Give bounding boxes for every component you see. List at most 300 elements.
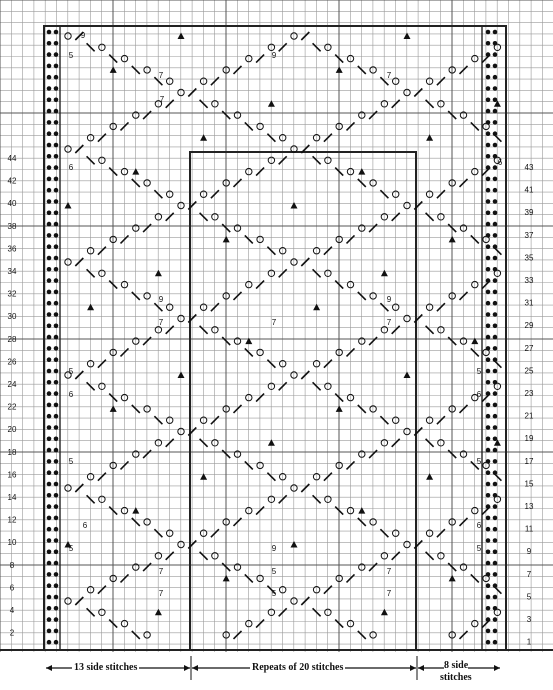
right-row-number: 37 bbox=[524, 230, 534, 240]
double-decrease-triangle bbox=[200, 134, 207, 141]
selvage-dot bbox=[493, 222, 498, 227]
selvage-dot bbox=[493, 199, 498, 204]
selvage-dot bbox=[47, 583, 52, 588]
double-decrease-triangle bbox=[449, 575, 456, 582]
right-row-number: 11 bbox=[524, 524, 534, 534]
selvage-dot bbox=[486, 188, 491, 193]
selvage-dot bbox=[54, 312, 59, 317]
selvage-dot bbox=[54, 335, 59, 340]
selvage-dot bbox=[54, 595, 59, 600]
selvage-dot bbox=[47, 131, 52, 136]
selvage-dot bbox=[47, 470, 52, 475]
selvage-dot bbox=[47, 346, 52, 351]
selvage-dot bbox=[54, 188, 59, 193]
selvage-dot bbox=[486, 403, 491, 408]
selvage-dot bbox=[47, 640, 52, 645]
selvage-dot bbox=[486, 369, 491, 374]
stitch-count-label: 6 bbox=[82, 521, 88, 530]
right-row-number: 5 bbox=[526, 592, 532, 602]
selvage-dot bbox=[54, 493, 59, 498]
stitch-count-label: 7 bbox=[386, 589, 392, 598]
right-row-number: 29 bbox=[524, 321, 534, 331]
left-row-number: 10 bbox=[7, 538, 17, 548]
selvage-dot bbox=[47, 120, 52, 125]
selvage-dot bbox=[486, 538, 491, 543]
selvage-dot bbox=[493, 98, 498, 103]
selvage-dot bbox=[54, 425, 59, 430]
selvage-dot bbox=[493, 414, 498, 419]
right-row-number: 27 bbox=[524, 343, 534, 353]
double-decrease-triangle bbox=[65, 202, 72, 209]
selvage-dot bbox=[486, 312, 491, 317]
selvage-dot bbox=[47, 335, 52, 340]
selvage-dot bbox=[54, 550, 59, 555]
selvage-dot bbox=[493, 324, 498, 329]
left-row-number: 40 bbox=[7, 199, 17, 209]
stitch-count-label: 6 bbox=[476, 390, 482, 399]
selvage-dot bbox=[493, 30, 498, 35]
selvage-dot bbox=[47, 516, 52, 521]
double-decrease-triangle bbox=[178, 33, 185, 40]
stitch-count-label: 5 bbox=[271, 589, 277, 598]
double-decrease-triangle bbox=[178, 372, 185, 379]
selvage-dot bbox=[486, 425, 491, 430]
left-row-number: 18 bbox=[7, 447, 17, 457]
right-row-number: 13 bbox=[524, 502, 534, 511]
selvage-dot bbox=[486, 493, 491, 498]
selvage-dot bbox=[47, 437, 52, 442]
selvage-dot bbox=[54, 211, 59, 216]
selvage-dot bbox=[47, 617, 52, 622]
selvage-dot bbox=[493, 188, 498, 193]
selvage-dot bbox=[54, 346, 59, 351]
stitch-count-label: 9 bbox=[158, 295, 164, 304]
double-decrease-triangle bbox=[426, 134, 433, 141]
selvage-dot bbox=[486, 561, 491, 566]
selvage-dot bbox=[54, 41, 59, 46]
selvage-dot bbox=[47, 380, 52, 385]
selvage-dot bbox=[54, 538, 59, 543]
double-decrease-triangle bbox=[449, 236, 456, 243]
right-row-number: 41 bbox=[524, 185, 534, 195]
selvage-dot bbox=[54, 98, 59, 103]
selvage-dot bbox=[47, 459, 52, 464]
selvage-dot bbox=[486, 41, 491, 46]
double-decrease-triangle bbox=[155, 270, 162, 277]
selvage-dot bbox=[493, 177, 498, 182]
selvage-dot bbox=[486, 583, 491, 588]
right-row-number: 23 bbox=[524, 389, 534, 398]
selvage-dot bbox=[54, 52, 59, 57]
selvage-dot bbox=[47, 244, 52, 249]
selvage-dot bbox=[47, 357, 52, 362]
selvage-dot bbox=[54, 324, 59, 329]
double-decrease-triangle bbox=[200, 473, 207, 480]
double-decrease-triangle bbox=[336, 405, 343, 412]
double-decrease-triangle bbox=[358, 168, 365, 175]
left-row-number: 16 bbox=[7, 470, 17, 480]
selvage-dot bbox=[493, 335, 498, 340]
selvage-dot bbox=[486, 606, 491, 611]
selvage-dot bbox=[54, 244, 59, 249]
selvage-dot bbox=[47, 75, 52, 80]
selvage-dot bbox=[493, 120, 498, 125]
stitch-count-label: 7 bbox=[159, 95, 165, 104]
stitch-count-label: 5 bbox=[68, 51, 74, 60]
stitch-count-label: 5 bbox=[271, 567, 277, 576]
footer-arrow-right-head-left bbox=[418, 665, 424, 671]
stitch-count-label: 7 bbox=[158, 71, 164, 80]
selvage-dot bbox=[493, 346, 498, 351]
selvage-dot bbox=[493, 403, 498, 408]
selvage-dot bbox=[47, 493, 52, 498]
selvage-dot bbox=[493, 278, 498, 283]
right-row-numbers bbox=[525, 163, 534, 647]
selvage-dot bbox=[54, 30, 59, 35]
selvage-dot bbox=[54, 222, 59, 227]
right-row-number: 21 bbox=[524, 411, 534, 421]
selvage-dot bbox=[493, 211, 498, 216]
selvage-dot bbox=[54, 233, 59, 238]
selvage-dot bbox=[47, 222, 52, 227]
selvage-dot bbox=[54, 154, 59, 159]
selvage-dot bbox=[486, 595, 491, 600]
left-row-number: 2 bbox=[9, 628, 15, 638]
right-row-number: 33 bbox=[524, 276, 534, 285]
double-decrease-triangle bbox=[268, 100, 275, 107]
selvage-dot bbox=[54, 301, 59, 306]
right-row-number: 25 bbox=[524, 366, 534, 376]
selvage-dot bbox=[486, 267, 491, 272]
selvage-dot bbox=[493, 550, 498, 555]
footer-arrow-left-head-left bbox=[46, 665, 52, 671]
selvage-dot bbox=[486, 244, 491, 249]
selvage-dot bbox=[54, 369, 59, 374]
selvage-dot bbox=[47, 199, 52, 204]
double-decrease-triangle bbox=[426, 473, 433, 480]
selvage-dot bbox=[493, 504, 498, 509]
selvage-dot bbox=[54, 516, 59, 521]
selvage-dot bbox=[486, 199, 491, 204]
right-row-number: 17 bbox=[524, 456, 534, 466]
selvage-dot bbox=[47, 301, 52, 306]
selvage-dot bbox=[47, 324, 52, 329]
stitch-count-label: 5 bbox=[476, 544, 482, 553]
selvage-dot bbox=[486, 222, 491, 227]
selvage-dot bbox=[54, 391, 59, 396]
selvage-dot bbox=[47, 448, 52, 453]
selvage-dot bbox=[486, 211, 491, 216]
left-row-number: 44 bbox=[7, 154, 17, 163]
left-row-number: 30 bbox=[7, 312, 17, 322]
left-row-number: 32 bbox=[7, 289, 17, 299]
selvage-dot bbox=[486, 550, 491, 555]
selvage-dot bbox=[47, 109, 52, 114]
stitch-count-label: 5 bbox=[476, 457, 482, 466]
selvage-dot bbox=[493, 617, 498, 622]
selvage-dot bbox=[493, 165, 498, 170]
selvage-dot bbox=[486, 414, 491, 419]
right-row-number: 1 bbox=[526, 637, 532, 647]
selvage-dot bbox=[486, 437, 491, 442]
selvage-dot bbox=[493, 301, 498, 306]
selvage-dot bbox=[47, 629, 52, 634]
selvage-dot bbox=[486, 256, 491, 261]
left-row-number: 4 bbox=[9, 606, 15, 615]
stitch-count-label: 5 bbox=[476, 367, 482, 376]
left-row-number: 38 bbox=[7, 221, 17, 231]
selvage-dot bbox=[54, 414, 59, 419]
double-decrease-triangle bbox=[291, 541, 298, 548]
selvage-dot bbox=[47, 403, 52, 408]
double-decrease-triangle bbox=[404, 33, 411, 40]
repeat-outline bbox=[0, 26, 553, 650]
right-row-number: 43 bbox=[524, 163, 534, 172]
double-decrease-triangle bbox=[268, 439, 275, 446]
selvage-dot bbox=[486, 324, 491, 329]
stitch-count-label: 9 bbox=[386, 295, 392, 304]
selvage-dot bbox=[486, 86, 491, 91]
double-decrease-triangle bbox=[336, 66, 343, 73]
selvage-dot bbox=[493, 595, 498, 600]
selvage-dot bbox=[47, 504, 52, 509]
selvage-dot bbox=[47, 527, 52, 532]
selvage-dot bbox=[486, 75, 491, 80]
left-row-number: 12 bbox=[7, 515, 17, 525]
selvage-dot bbox=[54, 629, 59, 634]
stitch-count-label: 7 bbox=[386, 318, 392, 327]
right-row-number: 9 bbox=[526, 547, 532, 557]
selvage-dot bbox=[486, 30, 491, 35]
selvage-dot bbox=[486, 301, 491, 306]
selvage-dot bbox=[54, 109, 59, 114]
selvage-dot bbox=[486, 516, 491, 521]
right-row-number: 7 bbox=[526, 569, 532, 579]
left-row-number: 14 bbox=[7, 493, 17, 502]
selvage-dot bbox=[54, 357, 59, 362]
stitch-count-label: 7 bbox=[271, 318, 277, 327]
double-decrease-triangle bbox=[381, 270, 388, 277]
left-row-number: 28 bbox=[7, 334, 17, 344]
selvage-dot bbox=[493, 64, 498, 69]
selvage-dot bbox=[54, 120, 59, 125]
selvage-dot bbox=[54, 572, 59, 577]
selvage-dot bbox=[47, 312, 52, 317]
selvage-dot bbox=[493, 75, 498, 80]
selvage-dot bbox=[493, 516, 498, 521]
double-decrease-triangle bbox=[132, 507, 139, 513]
stitch-count-label: 5 bbox=[68, 457, 74, 466]
selvage-dot bbox=[486, 527, 491, 532]
selvage-dot bbox=[54, 617, 59, 622]
selvage-dot bbox=[486, 335, 491, 340]
selvage-dot bbox=[54, 561, 59, 566]
selvage-dot bbox=[486, 640, 491, 645]
selvage-dot bbox=[493, 290, 498, 295]
selvage-dot bbox=[493, 561, 498, 566]
footer-right-label-line2: stitches bbox=[440, 672, 472, 683]
selvage-dot bbox=[54, 403, 59, 408]
selvage-dot bbox=[493, 86, 498, 91]
stitch-count-label: 9 bbox=[271, 51, 277, 60]
right-row-number: 15 bbox=[524, 479, 534, 489]
selvage-dot bbox=[47, 52, 52, 57]
selvage-dot bbox=[47, 606, 52, 611]
footer-arrow-left-head-right bbox=[184, 665, 190, 671]
selvage-dot bbox=[486, 154, 491, 159]
selvage-dot bbox=[47, 267, 52, 272]
selvage-dot bbox=[54, 470, 59, 475]
stitch-count-label: 9 bbox=[271, 544, 277, 553]
selvage-dot bbox=[493, 52, 498, 57]
selvage-dot bbox=[486, 482, 491, 487]
right-row-number: 39 bbox=[524, 208, 534, 218]
stitch-count-label: 6 bbox=[497, 158, 503, 167]
selvage-dot bbox=[54, 256, 59, 261]
selvage-dot bbox=[493, 312, 498, 317]
selvage-dot bbox=[47, 482, 52, 487]
selvage-dot bbox=[486, 98, 491, 103]
selvage-dot bbox=[54, 448, 59, 453]
stitch-count-label: 5 bbox=[68, 367, 74, 376]
left-row-number: 36 bbox=[7, 244, 17, 254]
selvage-dot bbox=[54, 482, 59, 487]
selvage-dot bbox=[54, 504, 59, 509]
double-decrease-triangle bbox=[291, 202, 298, 209]
stitch-count-label: 7 bbox=[158, 318, 164, 327]
selvage-dot bbox=[54, 437, 59, 442]
double-decrease-triangle bbox=[381, 609, 388, 616]
stitch-count-label: 7 bbox=[386, 567, 392, 576]
selvage-dot bbox=[54, 459, 59, 464]
selvage-dot bbox=[54, 143, 59, 148]
selvage-dot bbox=[493, 482, 498, 487]
selvage-dot bbox=[493, 640, 498, 645]
selvage-dot bbox=[47, 538, 52, 543]
footer-arrow-right-head-right bbox=[494, 665, 500, 671]
right-row-number: 3 bbox=[526, 615, 532, 624]
selvage-dot bbox=[493, 256, 498, 261]
double-decrease-triangle bbox=[132, 168, 139, 175]
selvage-dot bbox=[47, 188, 52, 193]
selvage-dot bbox=[486, 380, 491, 385]
left-row-number: 42 bbox=[7, 176, 17, 186]
selvage-dot bbox=[486, 448, 491, 453]
double-decrease-triangle bbox=[87, 304, 94, 311]
selvage-dot bbox=[54, 380, 59, 385]
selvage-dot bbox=[47, 595, 52, 600]
stitch-count-label: 6 bbox=[68, 163, 74, 172]
right-row-number: 31 bbox=[524, 298, 534, 308]
double-decrease-triangle bbox=[223, 236, 230, 243]
left-row-number: 26 bbox=[7, 357, 17, 367]
selvage-dot bbox=[47, 391, 52, 396]
stitch-count-label: 7 bbox=[158, 567, 164, 576]
selvage-dot bbox=[47, 211, 52, 216]
selvage-dot bbox=[486, 143, 491, 148]
selvage-dot bbox=[486, 357, 491, 362]
double-decrease-triangle bbox=[404, 372, 411, 379]
selvage-dot bbox=[486, 470, 491, 475]
selvage-dot bbox=[47, 369, 52, 374]
selvage-dot bbox=[486, 177, 491, 182]
selvage-dot bbox=[486, 290, 491, 295]
left-row-number: 34 bbox=[7, 267, 17, 276]
selvage-dot bbox=[493, 109, 498, 114]
footer-left-label: 13 side stitches bbox=[74, 662, 138, 673]
footer-arrow-middle-head-right bbox=[410, 665, 416, 671]
selvage-dot bbox=[54, 583, 59, 588]
stitch-count-label: 6 bbox=[476, 521, 482, 530]
left-row-number: 8 bbox=[9, 560, 15, 570]
selvage-dot bbox=[54, 177, 59, 182]
selvage-dot bbox=[493, 629, 498, 634]
double-decrease-triangle bbox=[155, 609, 162, 616]
selvage-dot bbox=[47, 64, 52, 69]
selvage-dot bbox=[47, 98, 52, 103]
left-row-number: 22 bbox=[7, 402, 17, 412]
selvage-dot bbox=[47, 165, 52, 170]
footer-right-label-line1: 8 side bbox=[444, 660, 469, 671]
selvage-dot bbox=[493, 572, 498, 577]
selvage-dot bbox=[47, 278, 52, 283]
stitch-count-label: 7 bbox=[158, 589, 164, 598]
footer-arrow-middle-head-left bbox=[192, 665, 198, 671]
selvage-dot bbox=[47, 572, 52, 577]
selvage-dot bbox=[54, 165, 59, 170]
stitch-count-label: 9 bbox=[80, 31, 86, 40]
selvage-dot bbox=[493, 448, 498, 453]
selvage-dot bbox=[493, 233, 498, 238]
selvage-dot bbox=[486, 629, 491, 634]
double-decrease-triangle bbox=[358, 507, 365, 513]
double-decrease-triangle bbox=[110, 405, 117, 412]
selvage-dot bbox=[54, 606, 59, 611]
selvage-dot bbox=[54, 64, 59, 69]
selvage-dot bbox=[47, 41, 52, 46]
selvage-dot bbox=[486, 64, 491, 69]
selvage-dot bbox=[47, 154, 52, 159]
selvage-dot bbox=[47, 425, 52, 430]
left-row-number: 20 bbox=[7, 425, 17, 435]
selvage-dot bbox=[54, 640, 59, 645]
selvage-dot bbox=[486, 131, 491, 136]
double-decrease-triangle bbox=[110, 66, 117, 73]
stitch-count-label: 5 bbox=[68, 544, 74, 553]
double-decrease-triangle bbox=[313, 304, 320, 311]
selvage-dot bbox=[47, 550, 52, 555]
footer-middle-label: Repeats of 20 stitches bbox=[252, 662, 344, 673]
right-row-number: 35 bbox=[524, 253, 534, 263]
selvage-dot bbox=[493, 459, 498, 464]
selvage-dot bbox=[54, 75, 59, 80]
selvage-dot bbox=[54, 267, 59, 272]
selvage-dot bbox=[493, 527, 498, 532]
selvage-dot bbox=[47, 414, 52, 419]
selvage-dot bbox=[54, 527, 59, 532]
selvage-dot bbox=[54, 131, 59, 136]
selvage-dot bbox=[47, 233, 52, 238]
double-decrease-triangle bbox=[223, 575, 230, 582]
selvage-dot bbox=[47, 86, 52, 91]
selvage-dot bbox=[493, 143, 498, 148]
stitch-count-label: 6 bbox=[68, 390, 74, 399]
selvage-dot bbox=[493, 369, 498, 374]
selvage-dot bbox=[54, 290, 59, 295]
selvage-dot bbox=[47, 290, 52, 295]
selvage-dot bbox=[54, 278, 59, 283]
right-row-number: 19 bbox=[524, 434, 534, 444]
